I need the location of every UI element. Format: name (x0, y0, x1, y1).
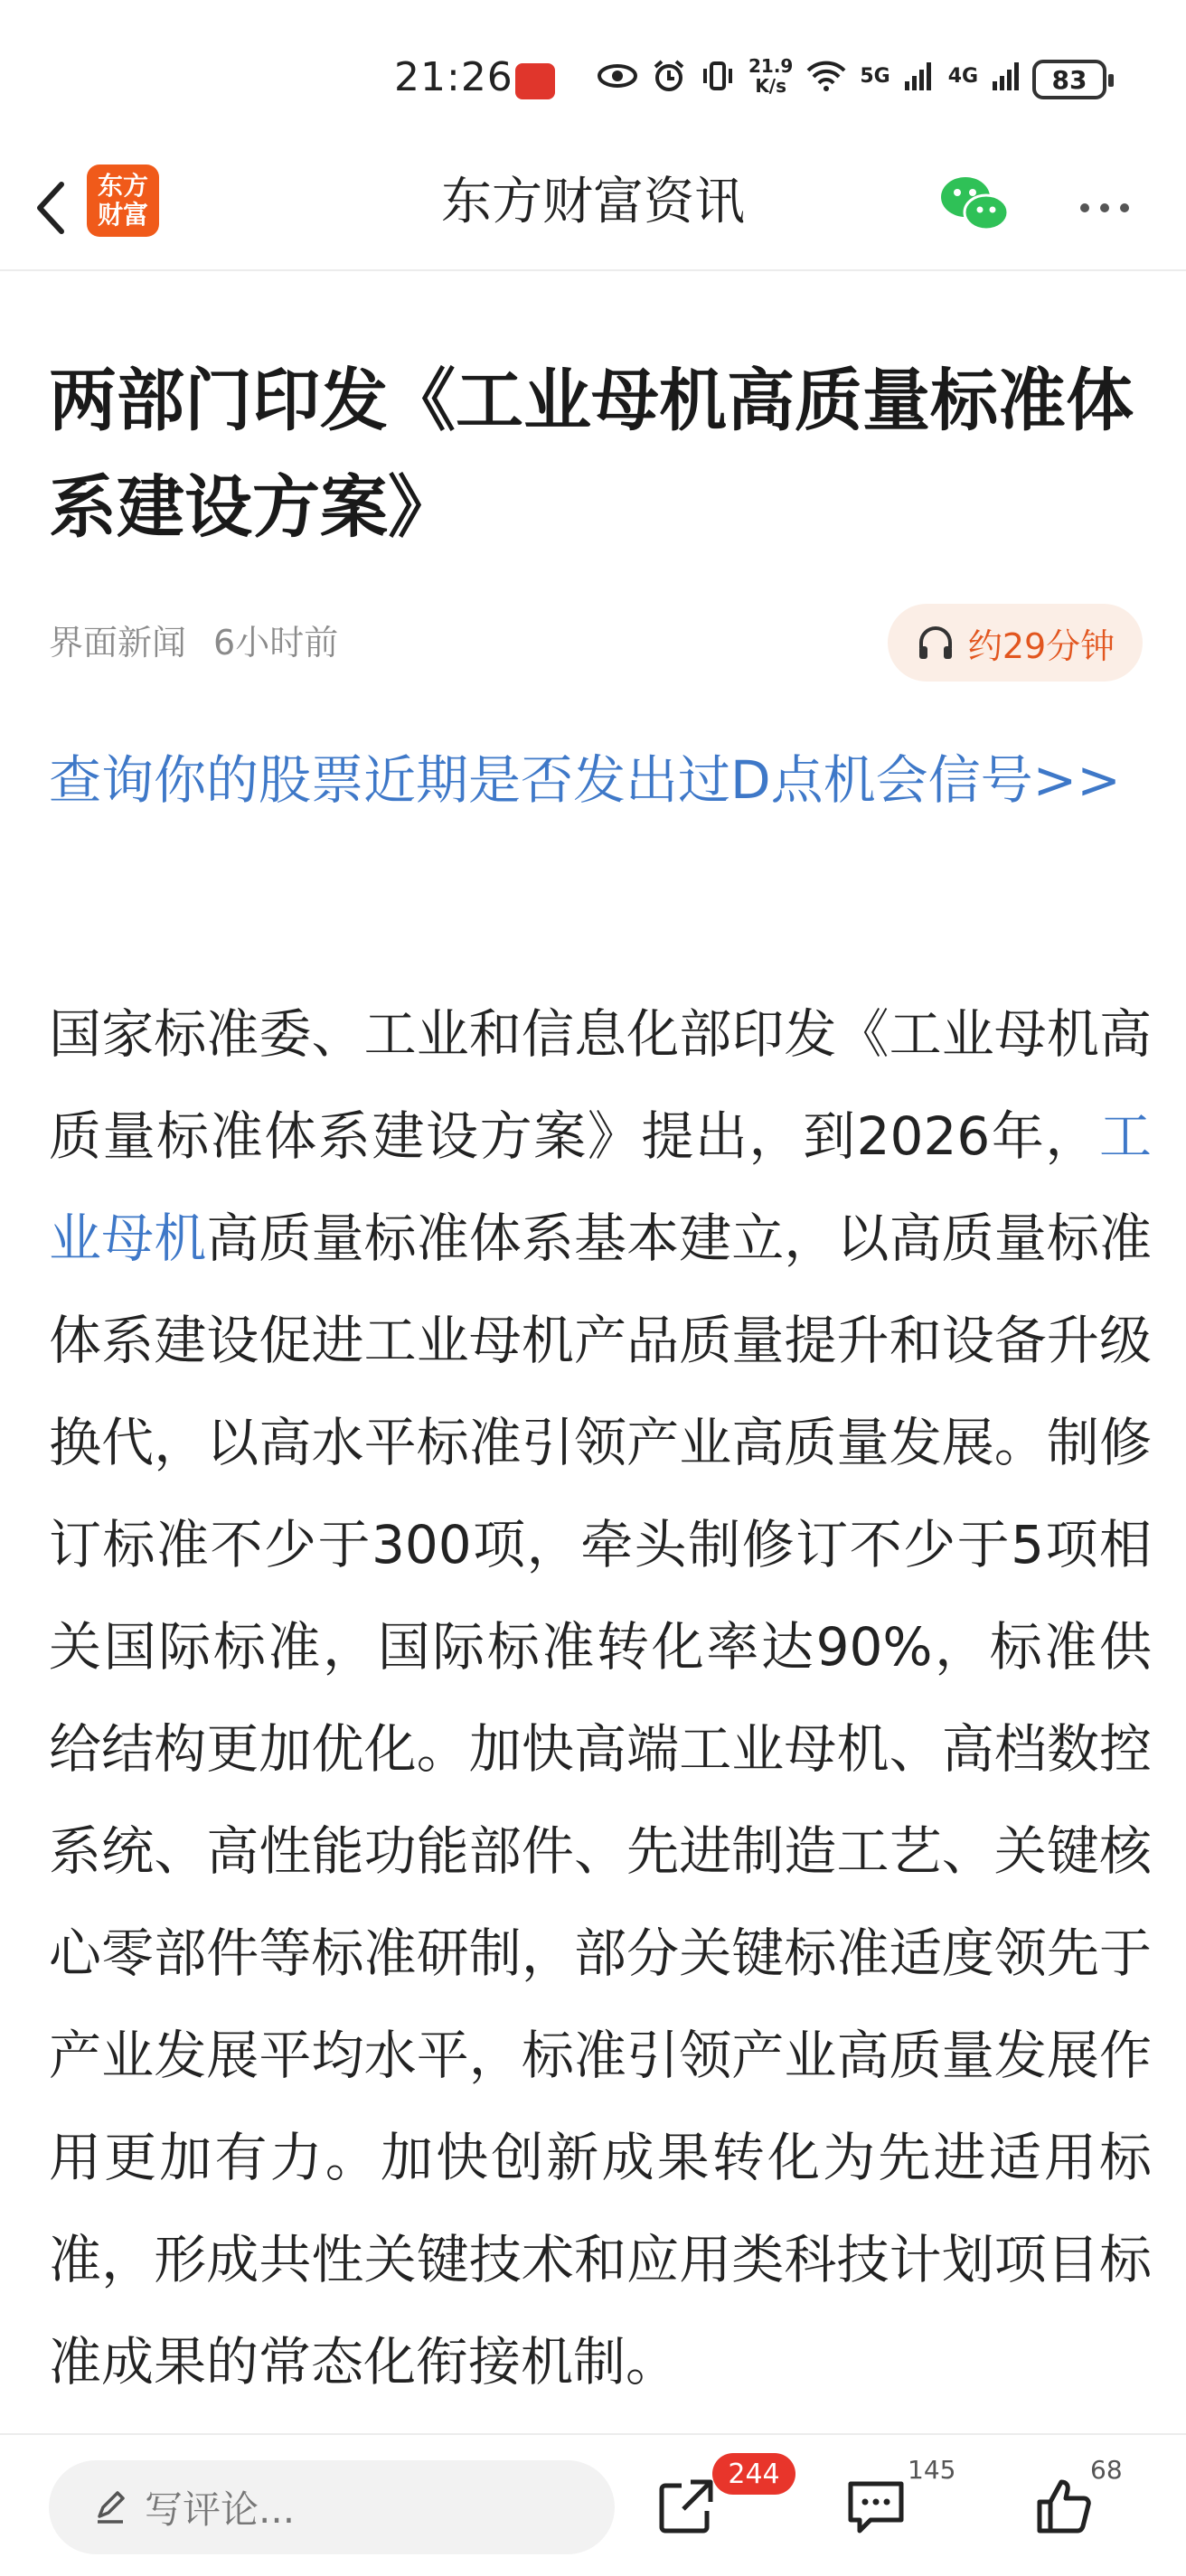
status-bar (0, 0, 1186, 154)
signal-4g-label: 4G (947, 64, 979, 88)
more-options-button[interactable] (1067, 172, 1143, 244)
stock-signal-promo-link[interactable]: 查询你的股票近期是否发出过D点机会信号>> (49, 749, 1121, 811)
comment-count: 145 (908, 2455, 956, 2485)
status-time: 21:26 (394, 54, 513, 100)
signal-bars-icon (903, 60, 936, 92)
bottom-action-bar (0, 2433, 1186, 2576)
listen-duration: 约29分钟 (967, 625, 1115, 666)
page-title: 东方财富资讯 (441, 173, 745, 231)
wifi-icon (805, 60, 847, 92)
wechat-icon (937, 168, 1012, 240)
like-count: 68 (1090, 2455, 1123, 2485)
signal-bars-icon (991, 60, 1023, 92)
app-notification-icon (515, 63, 555, 99)
article-meta (49, 615, 338, 664)
comment-input[interactable] (49, 2460, 615, 2554)
status-icons (597, 56, 1023, 96)
battery-indicator: 83 (1032, 60, 1106, 99)
wechat-share-button[interactable] (937, 168, 1012, 240)
more-dot-icon (1080, 203, 1089, 212)
app-logo[interactable]: 东方 财富 (87, 165, 159, 237)
eye-icon (597, 62, 638, 89)
article-body: 国家标准委、工业和信息化部印发《工业母机高质量标准体系建设方案》提出，到2026年，工业母机高质量标准体系基本建立，以高质量标准体系建设促进工业母机产品质量提升和设备升级换代，以高水平标准引领产业高质量发展。制修订标准不少于300项，牵头制修订不少于5项相关国际标准，国际标准转化率达90%，标准供给结构更加优化。加快高端工业母机、高档数控系统、高性能功能部件、先进制造工艺、关键核心零部件等标准研制，部分关键标准适度领先于产业发展平均水平，标准引领产业高质量发展作用更加有力。加快创新成果转化为先进适用标准，形成共性关键技术和应用类科技计划项目标准成果的常态化衔接机制。 (49, 1003, 1152, 2393)
network-speed: 21.9 K/s (748, 55, 794, 97)
more-dot-icon (1100, 203, 1109, 212)
share-count-badge: 244 (712, 2453, 795, 2495)
listen-button[interactable] (888, 604, 1143, 682)
comment-icon (843, 2475, 908, 2538)
article-title: 两部门印发《工业母机高质量标准体系建设方案》 (49, 361, 1134, 547)
app-header (0, 154, 1186, 271)
comment-placeholder: 写评论... (145, 2487, 296, 2532)
chevron-left-icon (33, 179, 69, 237)
back-button[interactable] (22, 163, 80, 253)
pencil-icon (92, 2489, 128, 2525)
more-dot-icon (1120, 203, 1129, 212)
comments-button[interactable] (835, 2466, 917, 2547)
alarm-icon (651, 58, 687, 94)
headphones-icon (916, 623, 955, 663)
vibrate-icon (700, 58, 736, 94)
signal-5g-label: 5G (860, 64, 890, 88)
thumbs-up-icon (1032, 2475, 1096, 2538)
article-time: 6小时前 (213, 623, 339, 663)
share-icon (654, 2475, 718, 2538)
keyword-link[interactable]: 工业母机 (49, 1105, 1152, 1269)
article-source: 界面新闻 (49, 623, 187, 663)
